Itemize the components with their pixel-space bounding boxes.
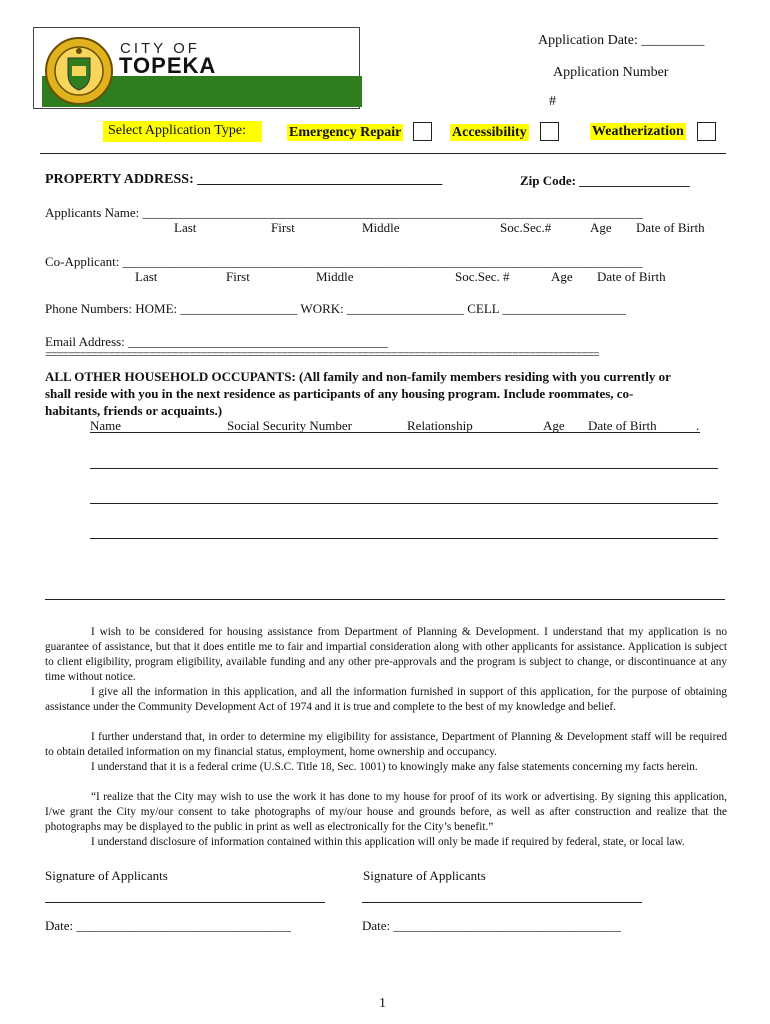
option-weatherization-label: Weatherization xyxy=(592,124,684,139)
option-weatherization xyxy=(590,122,686,140)
application-number-label: Application Number xyxy=(553,65,669,80)
statement-paragraph-3: I further understand that, in order to determine my eligibility for assistance, Department of Planning & Development staff will be required to obtain detailed information on my financial status, employment, home ownership and occupancy. xyxy=(45,731,727,758)
application-number-hash: # xyxy=(549,94,556,109)
household-entry-line-3[interactable] xyxy=(90,538,718,539)
applicant-col-middle: Middle xyxy=(362,220,400,235)
applicant-col-ssn: Soc.Sec.# xyxy=(500,220,552,235)
household-heading-line-1: ALL OTHER HOUSEHOLD OCCUPANTS: (All family and non-family members residing with you currently or xyxy=(45,369,671,384)
statement-paragraph-1: I wish to be considered for housing assistance from Department of Planning & Development. I understand that my application is no guarantee of assistance, but that it does entitle me to fair and impartial consideration along with other applicants for assistance. Application is subject to client eligibility, program eligibility, available funding and any other pre-approvals and the program is subject to change, or discontinuance at any time without notice. xyxy=(45,626,727,683)
applicant-col-first: First xyxy=(271,220,295,235)
city-seal-icon xyxy=(44,36,114,106)
zip-code-field[interactable]: Zip Code: _________________ xyxy=(520,173,690,188)
checkbox-weatherization[interactable] xyxy=(697,122,716,141)
statement-paragraph-5: “I realize that the City may wish to use the work it has done to my house for proof of its work or advertising. By signing this application, I/we grant the City my/our consent to take photographs of my/our house and grounds before, as well as after construction and realize that the photographs may be displayed to the public in print as well as electronically for the City’s benefit.” xyxy=(45,791,727,833)
signature-date-1[interactable]: Date: _________________________________ xyxy=(45,918,291,933)
header-divider xyxy=(40,153,726,154)
option-emergency-repair xyxy=(287,123,403,141)
co-applicant-col-middle: Middle xyxy=(316,269,354,284)
co-applicant-col-first: First xyxy=(226,269,250,284)
household-entry-line-1[interactable] xyxy=(90,468,718,469)
household-col-name: Name xyxy=(90,418,122,433)
section-divider xyxy=(45,599,725,600)
statement-paragraph-6: I understand disclosure of information contained within this application will only be made if required by federal, state, or local law. xyxy=(91,836,685,848)
application-type-label: Select Application Type: xyxy=(108,123,246,138)
signature-date-2[interactable]: Date: ___________________________________ xyxy=(362,918,621,933)
page-number: 1 xyxy=(379,996,386,1011)
co-applicant-col-ssn: Soc.Sec. # xyxy=(455,269,510,284)
signature-line-1[interactable] xyxy=(45,902,325,903)
co-applicant-col-last: Last xyxy=(135,269,158,284)
applicant-name-field[interactable]: Applicants Name: _____________________________________________________________________________ xyxy=(45,205,643,220)
signature-line-2[interactable] xyxy=(362,902,642,903)
logo-topeka: TOPEKA xyxy=(119,53,217,78)
signature-label-1: Signature of Applicants xyxy=(45,868,168,883)
co-applicant-name-field[interactable]: Co-Applicant: ________________________________________________________________________________ xyxy=(45,254,643,269)
double-separator: ================================================================================================ xyxy=(45,351,599,358)
option-emergency-repair-label: Emergency Repair xyxy=(289,125,402,140)
signature-label-2: Signature of Applicants xyxy=(363,868,486,883)
statement-paragraph-4: I understand that it is a federal crime (U.S.C. Title 18, Sec. 1001) to knowingly make any false statements concerning my facts herein. xyxy=(91,761,698,773)
co-applicant-col-age: Age xyxy=(551,269,573,284)
applicant-col-dob: Date of Birth xyxy=(636,220,705,235)
applicant-col-last: Last xyxy=(174,220,197,235)
statement-paragraph-2: I give all the information in this application, and all the information furnished in support of this application, for the purpose of obtaining assistance under the Community Development Act of 1974 and it is true and complete to the best of my knowledge and belief. xyxy=(45,686,727,713)
household-col-end: . xyxy=(696,418,700,433)
checkbox-accessibility[interactable] xyxy=(540,122,559,141)
household-heading-line-2: shall reside with you in the next residence as participants of any housing program. Include roommates, co- xyxy=(45,386,634,401)
option-accessibility-label: Accessibility xyxy=(452,125,527,140)
email-address-field[interactable]: Email Address: ________________________________________ xyxy=(45,334,389,349)
household-entry-line-2[interactable] xyxy=(90,503,718,504)
phone-numbers-field[interactable]: Phone Numbers: HOME: __________________ WORK: __________________ CELL ___________________ xyxy=(45,301,627,316)
household-col-relationship: Relationship xyxy=(407,418,473,433)
option-accessibility xyxy=(450,123,529,141)
application-date-label: Application Date: _________ xyxy=(538,33,705,48)
household-col-age: Age xyxy=(543,418,565,433)
checkbox-emergency-repair[interactable] xyxy=(413,122,432,141)
household-col-ssn: Social Security Number xyxy=(227,418,352,433)
household-col-dob: Date of Birth xyxy=(588,418,657,433)
applicant-col-age: Age xyxy=(590,220,612,235)
logo-city-of: CITY OF xyxy=(120,40,200,57)
property-address-field[interactable]: PROPERTY ADDRESS: ___________________________________ xyxy=(45,172,443,187)
co-applicant-col-dob: Date of Birth xyxy=(597,269,666,284)
household-heading-line-3: habitants, friends or acquaints.) xyxy=(45,403,223,418)
